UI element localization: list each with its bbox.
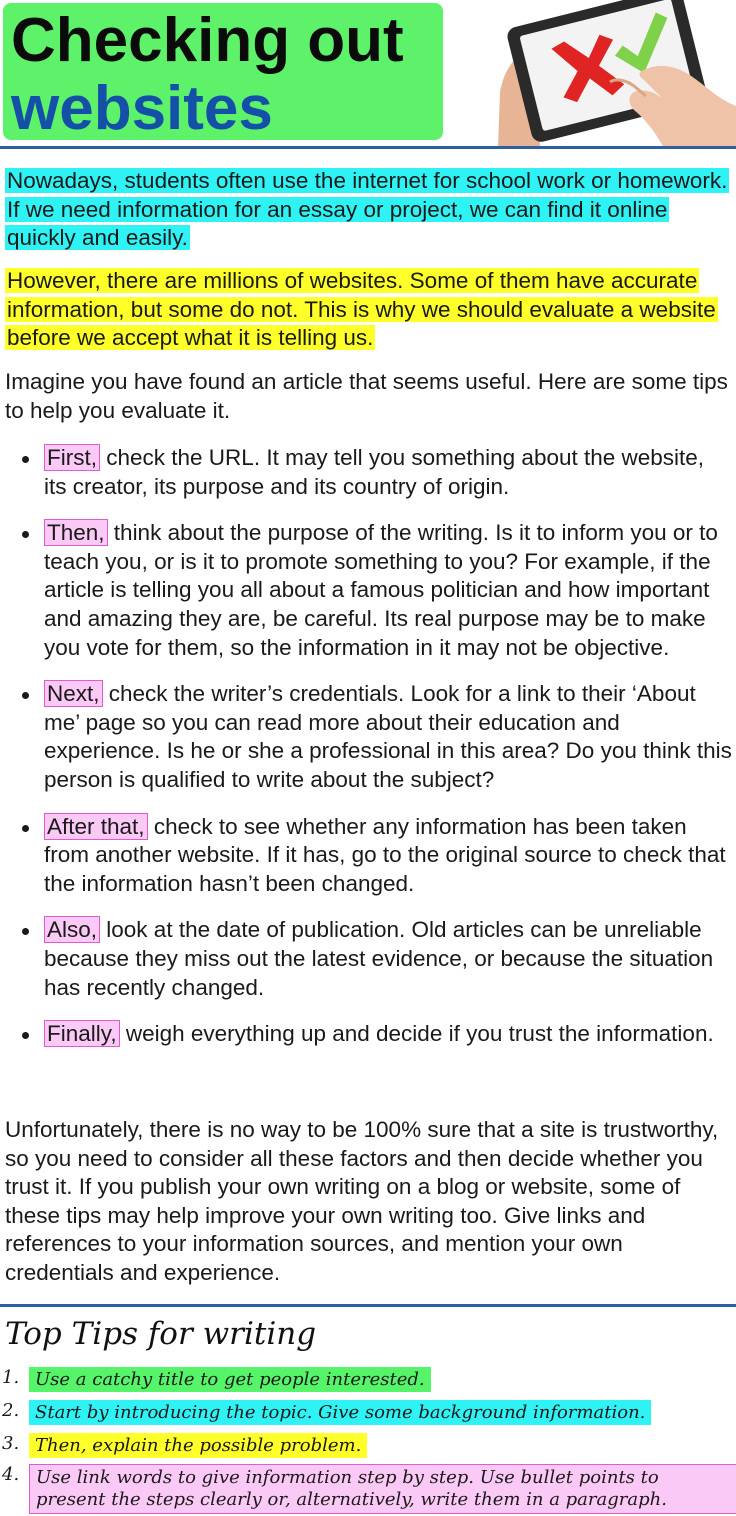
- bullet-icon: [22, 928, 29, 935]
- list-item: [20, 680, 732, 794]
- intro-paragraph-1: [5, 167, 731, 253]
- tip-text: look at the date of publication. Old articles can be unreliable because they miss out the latest evidence, or because the situation has recently changed.: [44, 917, 714, 1000]
- writing-tip-text-line2: present the steps clearly or, alternatively, write them in a paragraph.: [36, 1489, 667, 1510]
- list-item: [20, 519, 732, 662]
- tip-text: weigh everything up and decide if you trust the information.: [119, 1021, 714, 1047]
- title-box: [3, 3, 443, 143]
- page-header: [0, 0, 736, 150]
- writing-tip-text: Use a catchy title to get people interested.: [29, 1367, 431, 1392]
- writing-tip-number: 4.: [2, 1464, 20, 1485]
- bullet-icon: [22, 692, 29, 699]
- list-item: [20, 1020, 732, 1049]
- tip-marker: First,: [44, 444, 100, 471]
- section-divider: [0, 1304, 736, 1307]
- tip-text: check to see whether any information has been taken from another website. If it has, go to the original source to check that the information hasn’t been changed.: [44, 813, 726, 896]
- intro-paragraph-2: [5, 267, 731, 353]
- writing-tip-text-line1: Use link words to give information step by step. Use bullet points to: [36, 1467, 659, 1488]
- intro-paragraph-2-text: However, there are millions of websites. Some of them have accurate information, but some do not. This is why we should evaluate a website before we accept what it is telling us.: [7, 268, 716, 351]
- writing-tip-text: Start by introducing the topic. Give some background information.: [29, 1400, 651, 1425]
- tip-marker: After that,: [44, 813, 148, 840]
- tip-marker: Also,: [44, 916, 100, 943]
- page-title-line1: Checking out: [11, 6, 404, 75]
- bullet-icon: [22, 456, 29, 463]
- tablet-illustration: [494, 0, 736, 148]
- writing-tip-number: 3.: [2, 1433, 20, 1454]
- conclusion-paragraph: Unfortunately, there is no way to be 100% sure that a site is trustworthy, so you need to consider all these factors and then decide whether you trust it. If you publish your own writing on a blog or website, some of these tips may help improve your own writing too. Give links and references to your information sources, and mention your own credentials and experience.: [5, 1117, 719, 1285]
- tip-marker: Next,: [44, 680, 103, 707]
- list-item: [20, 444, 732, 501]
- list-item: [20, 916, 732, 1002]
- page-title-line2: websites: [11, 74, 273, 143]
- tip-marker: Finally,: [44, 1020, 120, 1047]
- evaluation-tips-list: [20, 444, 732, 1049]
- tip-text: check the URL. It may tell you something about the website, its creator, its purpose and its country of origin.: [44, 445, 705, 499]
- tip-marker: Then,: [44, 519, 108, 546]
- writing-tips-title: Top Tips for writing: [5, 1316, 317, 1352]
- bullet-icon: [22, 531, 29, 538]
- bullet-icon: [22, 825, 29, 832]
- intro-paragraph-1-text: Nowadays, students often use the internet for school work or homework. If we need information for an essay or project, we can find it online quickly and easily.: [7, 168, 728, 251]
- tip-text: check the writer’s credentials. Look for a link to their ‘About me’ page so you can read more about their education and experience. Is he or she a professional in this area? Do you think this person is qualified to write about the subject?: [44, 681, 732, 792]
- header-divider: [0, 146, 736, 149]
- tip-text: think about the purpose of the writing. Is it to inform you or to teach you, or is it to promote something to you? For example, if the article is telling you all about a famous politician and how important and amazing they are, be careful. Its real purpose may be to make you vote for them, so the information in it may not be objective.: [44, 520, 718, 660]
- bullet-icon: [22, 1032, 29, 1039]
- intro-paragraph-3: Imagine you have found an article that seems useful. Here are some tips to help you evaluate it.: [5, 369, 728, 423]
- writing-tip-number: 2.: [2, 1400, 20, 1421]
- writing-tip-text: Then, explain the possible problem.: [29, 1433, 367, 1458]
- writing-tip-text-box: [29, 1464, 736, 1514]
- writing-tip-number: 1.: [2, 1367, 20, 1388]
- list-item: [20, 813, 732, 899]
